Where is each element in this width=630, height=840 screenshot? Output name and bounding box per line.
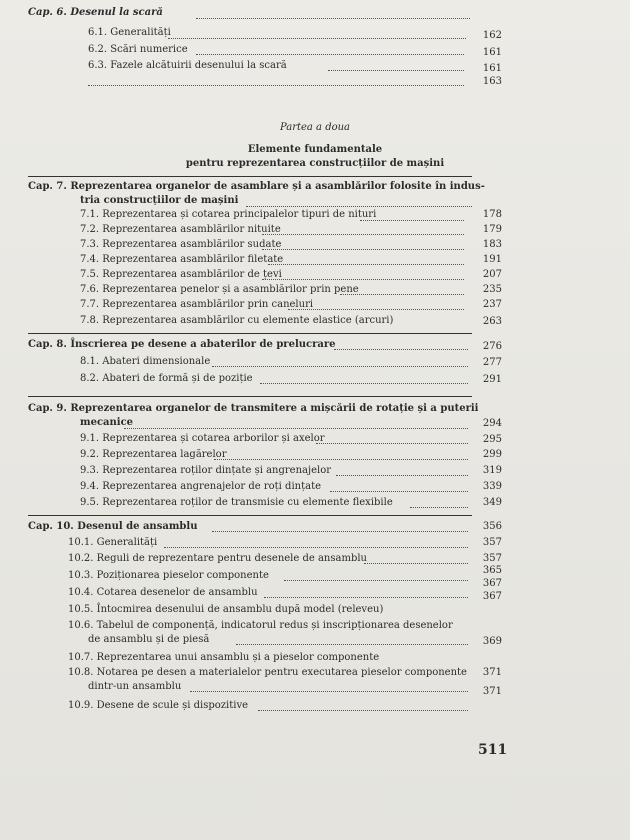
chapter-7-heading-line2: tria construcțiilor de mașini — [80, 195, 239, 206]
page-ref: 237 — [482, 299, 502, 310]
page-ref: 276 — [482, 341, 502, 352]
page-ref: 294 — [482, 418, 502, 429]
divider — [28, 176, 472, 177]
toc-item: 6.2. Scări numerice — [88, 44, 188, 55]
toc-item: 10.1. Generalități — [68, 537, 158, 548]
toc-item: 9.1. Reprezentarea și cotarea arborilor și axelor — [80, 433, 325, 444]
toc-item: 10.9. Desene de scule și dispozitive — [68, 700, 249, 711]
page-ref: 263 — [482, 316, 502, 327]
chapter-9-heading-line1: Cap. 9. Reprezentarea organelor de transmitere a mișcării de rotație și a puterii — [28, 403, 479, 414]
toc-item: 7.2. Reprezentarea asamblărilor nituite — [80, 224, 281, 235]
page-ref: 277 — [482, 357, 502, 368]
toc-item: 7.6. Reprezentarea penelor și a asamblărilor prin pene — [80, 284, 359, 295]
toc-item: de ansamblu și de piesă — [88, 634, 210, 645]
chapter-6-heading: Cap. 6. Desenul la scară — [28, 7, 163, 18]
page-ref: 357 — [482, 553, 502, 564]
page-ref: 295 — [482, 434, 502, 445]
page-ref: 369 — [482, 636, 502, 647]
toc-item: 10.7. Reprezentarea unui ansamblu și a pieselor componente — [68, 652, 380, 663]
part-label: Partea a doua — [279, 122, 351, 133]
toc-item: 9.3. Reprezentarea roților dințate și angrenajelor — [80, 465, 332, 476]
page-ref: 367 — [482, 591, 502, 602]
toc-item: 9.4. Reprezentarea angrenajelor de roți dințate — [80, 481, 322, 492]
toc-item: 8.1. Abateri dimensionale — [80, 356, 211, 367]
divider — [28, 396, 472, 397]
page-ref: 367 — [482, 578, 502, 589]
toc-item: 8.2. Abateri de formă și de poziție — [80, 373, 253, 384]
page-ref: 365 — [482, 565, 502, 576]
page-ref: 357 — [482, 537, 502, 548]
toc-item: 7.7. Reprezentarea asamblărilor prin caneluri — [80, 299, 314, 310]
chapter-7-heading-line1: Cap. 7. Reprezentarea organelor de asamblare și a asamblărilor folosite în indus- — [28, 181, 485, 192]
page-ref: 339 — [482, 481, 502, 492]
toc-item: 10.2. Reguli de reprezentare pentru desenele de ansamblu — [68, 553, 367, 564]
toc-item: 7.5. Reprezentarea asamblărilor de țevi — [80, 269, 282, 280]
page-ref: 178 — [482, 209, 502, 220]
toc-item: 10.5. Întocmirea desenului de ansamblu după model (releveu) — [68, 604, 384, 615]
divider — [28, 515, 472, 516]
toc-item: 9.5. Reprezentarea roților de transmisie cu elemente flexibile — [80, 497, 393, 508]
page-ref: 291 — [482, 374, 502, 385]
page-ref: 183 — [482, 239, 502, 250]
page-ref: 349 — [482, 497, 502, 508]
divider — [28, 333, 472, 334]
page-ref: 163 — [482, 76, 502, 87]
chapter-10-heading: Cap. 10. Desenul de ansamblu — [28, 521, 198, 532]
toc-item: 7.3. Reprezentarea asamblărilor sudate — [80, 239, 282, 250]
chapter-9-heading-line2: mecanice — [80, 417, 134, 428]
toc-item: 6.3. Fazele alcătuirii desenului la scară — [88, 60, 287, 71]
page-ref: 319 — [482, 465, 502, 476]
page-ref: 371 — [482, 667, 502, 678]
page-ref: 371 — [482, 686, 502, 697]
page-ref: 161 — [482, 63, 502, 74]
page-ref: 356 — [482, 521, 502, 532]
page-ref: 235 — [482, 284, 502, 295]
toc-item: 10.8. Notarea pe desen a materialelor pentru executarea pieselor componente — [68, 667, 467, 678]
page-ref: 179 — [482, 224, 502, 235]
part-title-line1: Elemente fundamentale — [247, 144, 383, 155]
page-ref: 299 — [482, 449, 502, 460]
chapter-8-heading: Cap. 8. Înscrierea pe desene a abaterilor de prelucrare — [28, 339, 336, 350]
part-title-line2: pentru reprezentarea construcțiilor de mașini — [185, 158, 445, 169]
toc-item: 10.6. Tabelul de componență, indicatorul redus și inscripționarea desenelor — [68, 620, 453, 631]
page-ref: 207 — [482, 269, 502, 280]
toc-item: 7.1. Reprezentarea și cotarea principalelor tipuri de nituri — [80, 209, 377, 220]
page-ref: 162 — [482, 30, 502, 41]
toc-item: dintr-un ansamblu — [88, 681, 182, 692]
toc-item: 9.2. Reprezentarea lagărelor — [80, 449, 227, 460]
page-ref: 191 — [482, 254, 502, 265]
page-number: 511 — [478, 742, 508, 758]
toc-item: 7.4. Reprezentarea asamblărilor filetate — [80, 254, 284, 265]
toc-item: 10.4. Cotarea desenelor de ansamblu — [68, 587, 258, 598]
toc-item: 10.3. Poziționarea pieselor componente — [68, 570, 269, 581]
toc-item: 6.1. Generalități — [88, 27, 171, 38]
toc-item: 7.8. Reprezentarea asamblărilor cu elemente elastice (arcuri) — [80, 315, 394, 326]
page-ref: 161 — [482, 47, 502, 58]
